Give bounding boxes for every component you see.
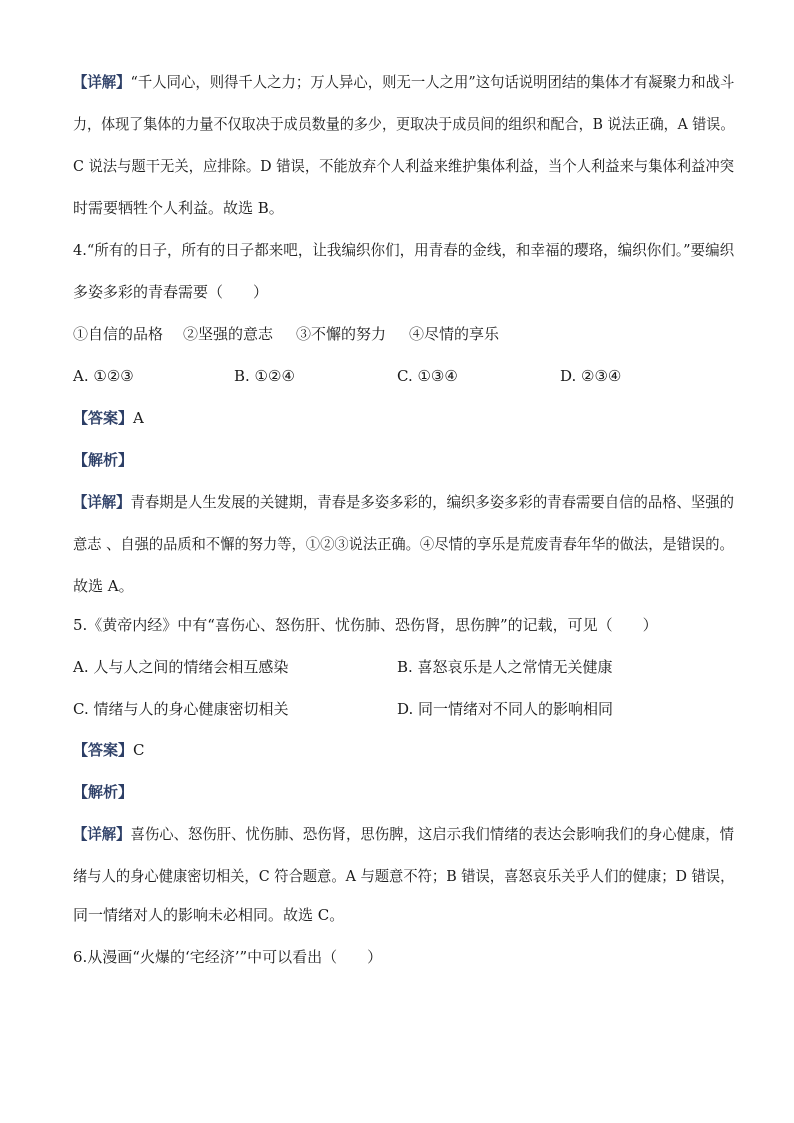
q4-answer: 【答案】A xyxy=(73,409,144,427)
q4-analysis-tag: 【解析】 xyxy=(73,451,134,469)
q4-option-b: B. ①②④ xyxy=(234,367,295,385)
q4-stem-line-2: 多姿多彩的青春需要（ ） xyxy=(73,283,269,301)
q4-item-3: ③不懈的努力 xyxy=(296,325,387,343)
q5-option-a: A. 人与人之间的情绪会相互感染 xyxy=(73,658,289,676)
q5-answer: 【答案】C xyxy=(73,741,145,759)
q4-option-d: D. ②③④ xyxy=(560,367,622,385)
q4-stem-line-1: 4.“所有的日子，所有的日子都来吧，让我编织你们，用青春的金线，和幸福的璎珞，编织你们。”要编织 xyxy=(73,241,735,259)
q3-detail-line-2: 力，体现了集体的力量不仅取决于成员数量的多少，更取决于成员间的组织和配合，B 说法正确，A 错误。 xyxy=(73,115,735,133)
q4-detail-line-3: 故选 A。 xyxy=(73,577,134,595)
detail-tag: 【详解】 xyxy=(73,73,131,91)
q4-option-a: A. ①②③ xyxy=(73,367,134,385)
q5-analysis-tag: 【解析】 xyxy=(73,783,134,801)
q5-option-b: B. 喜怒哀乐是人之常情无关健康 xyxy=(397,658,613,676)
q6-stem: 6.从漫画“火爆的‘宅经济’”中可以看出（ ） xyxy=(73,948,383,966)
q4-item-2: ②坚强的意志 xyxy=(183,325,274,343)
q3-detail-line-1: 【详解】“千人同心，则得千人之力；万人异心，则无一人之用”这句话说明团结的集体才有凝聚力和战斗 xyxy=(73,73,735,91)
q5-option-c: C. 情绪与人的身心健康密切相关 xyxy=(73,700,289,718)
q5-stem: 5.《黄帝内经》中有“喜伤心、怒伤肝、忧伤肺、恐伤肾，思伤脾”的记载，可见（ ） xyxy=(73,616,658,634)
q3-detail-line-3: C 说法与题干无关，应排除。D 错误，不能放弃个人利益来维护集体利益，当个人利益来与集体利益冲突 xyxy=(73,157,735,175)
q4-option-c: C. ①③④ xyxy=(397,367,458,385)
q5-option-d: D. 同一情绪对不同人的影响相同 xyxy=(397,700,614,718)
q3-detail-line-4: 时需要牺牲个人利益。故选 B。 xyxy=(73,199,284,217)
q5-detail-line-3: 同一情绪对人的影响未必相同。故选 C。 xyxy=(73,906,345,924)
q5-detail-line-2: 绪与人的身心健康密切相关，C 符合题意。A 与题意不符；B 错误，喜怒哀乐关乎人们的健康；D 错误， xyxy=(73,867,735,885)
q5-detail-line-1: 【详解】喜伤心、怒伤肝、忧伤肺、恐伤肾，思伤脾，这启示我们情绪的表达会影响我们的身心健康，情 xyxy=(73,825,735,843)
q4-item-4: ④尽情的享乐 xyxy=(409,325,500,343)
q4-item-1: ①自信的品格 xyxy=(73,325,164,343)
q4-detail-line-2: 意志 、自强的品质和不懈的努力等，①②③说法正确。④尽情的享乐是荒废青春年华的做法，是错误的。 xyxy=(73,535,734,553)
q4-detail-line-1: 【详解】青春期是人生发展的关键期，青春是多姿多彩的，编织多姿多彩的青春需要自信的品格、坚强的 xyxy=(73,493,735,511)
